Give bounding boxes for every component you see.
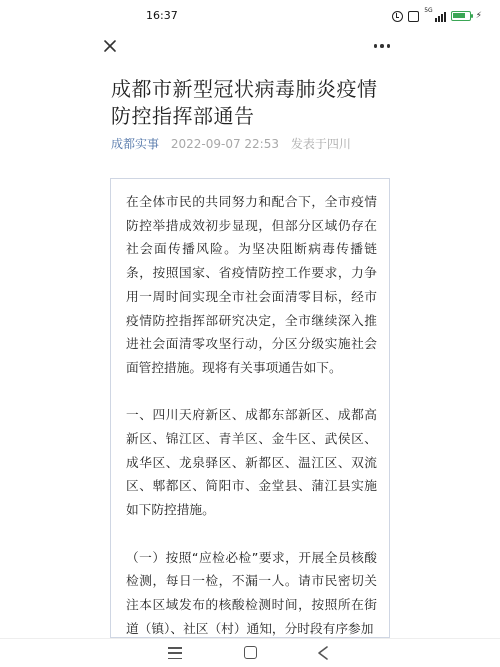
article-content-box [110,178,390,638]
battery-icon [451,11,471,21]
article-paragraph: （一）按照“应检必检”要求，开展全员核酸检测，每日一检，不漏一人。请市民密切关注本区域发布的核酸检测时间，按照所在街道（镇）、社区（村）通知，分时段有序参加 [126,549,377,636]
publish-datetime: 2022-09-07 22:53 [170,137,279,151]
article-body [126,190,377,638]
home-button[interactable] [244,646,257,659]
rotation-lock-icon [408,11,419,22]
top-bar [0,32,500,60]
more-dots-icon [374,44,378,48]
menu-icon [168,647,182,649]
article-title: 成都市新型冠状病毒肺炎疫情防控指挥部通告 [111,77,378,128]
alarm-icon [392,11,403,22]
charging-icon: ⚡ [475,11,482,21]
status-icons [392,8,482,24]
menu-button[interactable] [168,647,182,659]
status-time: 16:37 [146,9,178,22]
system-nav-bar [0,638,500,667]
back-icon [316,645,330,661]
article-meta [111,137,351,152]
status-bar [0,0,500,32]
more-button[interactable] [370,36,394,56]
article-paragraph: 在全体市民的共同努力和配合下，全市疫情防控举措成效初步显现，但部分区域仍存在社会面传播风险。为坚决阻断病毒传播链条，按照国家、省疫情防控工作要求，力争用一周时间实现全市社会面清零目标，经市疫情防控指挥部研究决定，全市继续深入推进社会面清零攻坚行动，分区分级实施社会面管控措施。现将有关事项通告如下。 [126,194,377,375]
signal-icon [435,11,446,22]
close-icon [100,36,120,56]
publish-location: 发表于四川 [290,137,351,151]
close-button[interactable] [100,36,120,56]
article-paragraph: 一、四川天府新区、成都东部新区、成都高新区、锦江区、青羊区、金牛区、武侯区、成华区、龙泉驿区、新都区、温江区、双流区、郫都区、简阳市、金堂县、蒲江县实施如下防控措施。 [126,407,377,518]
network-type-label: 5G [424,7,433,14]
back-button[interactable] [316,645,330,661]
source-link[interactable]: 成都实事 [111,137,160,151]
